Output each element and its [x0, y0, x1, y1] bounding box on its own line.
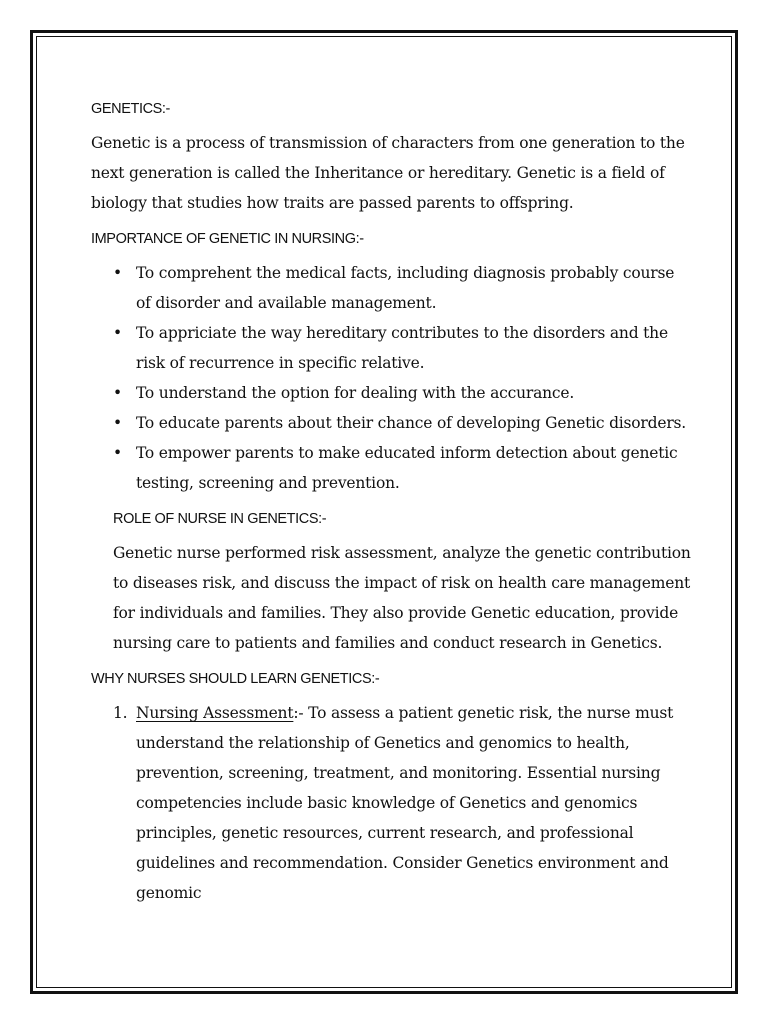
list-item [91, 698, 691, 908]
list-item [91, 318, 691, 378]
paragraph-role-of-nurse: Genetic nurse performed risk assessment, analyze the genetic contribution to diseases risk, and discuss the impact of risk on health care management for individuals and families. They also provide Genetic education, provide nursing care to patients and families and conduct research in Genetics. [113, 544, 691, 652]
heading-genetics: GENETICS:- [91, 101, 170, 117]
list-item-text: To understand the option for dealing with the accurance. [136, 384, 575, 402]
list-item-text: To appriciate the way hereditary contributes to the disorders and the risk of recurrence in specific relative. [136, 324, 668, 372]
list-item-title: Nursing Assessment [136, 704, 294, 722]
heading-role-of-nurse: ROLE OF NURSE IN GENETICS:- [113, 511, 327, 527]
paragraph-genetics-definition: Genetic is a process of transmission of characters from one generation to the next generation is called the Inheritance or hereditary. Genetic is a field of biology that studies how traits are passed parents to offspring. [91, 134, 685, 212]
list-item [91, 378, 691, 408]
bullet-icon: • [113, 414, 122, 432]
why-learn-numbered-list [91, 698, 691, 908]
list-item-text: To educate parents about their chance of developing Genetic disorders. [136, 414, 687, 432]
list-item [91, 438, 691, 498]
list-item-text: To empower parents to make educated inform detection about genetic testing, screening and prevention. [136, 444, 678, 492]
list-item-text: To assess a patient genetic risk, the nurse must understand the relationship of Genetics and genomics to health, prevention, screening, treatment, and monitoring. Essential nursing competencies include basic knowledge of Genetics and genomics principles, genetic resources, current research, and professional guidelines and recommendation. Consider Genetics environment and genomic [136, 704, 674, 902]
list-item [91, 258, 691, 318]
bullet-icon: • [113, 324, 122, 342]
bullet-icon: • [113, 444, 122, 462]
list-item-separator: :- [293, 704, 304, 722]
list-item [91, 408, 691, 438]
heading-importance: IMPORTANCE OF GENETIC IN NURSING:- [91, 231, 364, 247]
list-item-text: To comprehent the medical facts, including diagnosis probably course of disorder and available management. [136, 264, 675, 312]
heading-why-learn-genetics: WHY NURSES SHOULD LEARN GENETICS:- [91, 671, 380, 687]
bullet-icon: • [113, 384, 122, 402]
document-body [91, 94, 691, 908]
bullet-icon: • [113, 264, 122, 282]
list-item-number: 1. [113, 704, 128, 722]
importance-bullet-list [91, 258, 691, 498]
